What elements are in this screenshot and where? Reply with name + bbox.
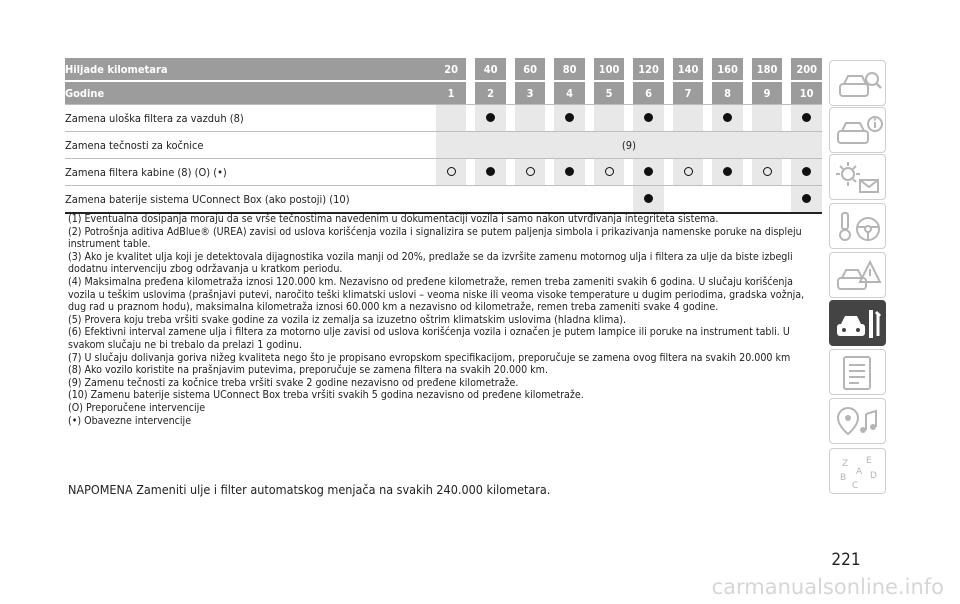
schedule-cell (633, 105, 663, 132)
svg-text:D: D (870, 471, 877, 481)
car-info-icon (830, 108, 887, 154)
table-row (65, 159, 822, 186)
mandatory-mark (723, 113, 732, 122)
svg-text:E: E (866, 456, 872, 466)
footnote: (3) Ako je kvalitet ulja koji je detektovala dijagnostika vozila manji od 20%, predlaže se da izvršite zamenu motornog ulja i filtera za ulje da biste izbegli dodatnu intervenciju zbog održavanja u kratkom periodu. (68, 250, 793, 276)
mandatory-mark (802, 167, 811, 176)
car-tools-icon (830, 301, 887, 347)
schedule-cell (594, 186, 624, 214)
schedule-cell (791, 159, 822, 186)
header-value: 7 (673, 81, 703, 105)
schedule-cell (633, 159, 663, 186)
table-row (65, 186, 822, 214)
header-value: 6 (633, 81, 663, 105)
footnote: (•) Obavezne intervencije (68, 414, 192, 427)
header-value: 100 (594, 58, 624, 81)
nav-button-specs-list[interactable] (829, 349, 886, 395)
nav-button-car-warning[interactable] (829, 252, 886, 298)
schedule-cell (752, 105, 782, 132)
schedule-cell (791, 105, 822, 132)
header-label: Hiljade kilometara (65, 58, 436, 81)
header-value: 3 (515, 81, 545, 105)
row-label: Zamena baterije sistema UConnect Box (ako postoji) (10) (65, 186, 436, 214)
schedule-cell (712, 159, 742, 186)
mandatory-mark (802, 113, 811, 122)
schedule-cell (594, 159, 624, 186)
car-warning-icon (830, 253, 887, 299)
header-value: 9 (752, 81, 782, 105)
key-steering-icon (830, 204, 887, 250)
media-nav-icon (830, 399, 887, 445)
schedule-cell (436, 186, 466, 214)
schedule-cell (673, 159, 703, 186)
schedule-cell (554, 159, 584, 186)
schedule-cell (791, 186, 822, 214)
schedule-cell (515, 105, 545, 132)
nav-button-car-info[interactable] (829, 107, 886, 153)
recommended-mark (605, 167, 614, 176)
svg-text:B: B (840, 473, 847, 483)
schedule-cell (475, 186, 505, 214)
header-value: 40 (475, 58, 505, 81)
alphabet-index-icon (830, 449, 887, 495)
mandatory-mark (644, 167, 653, 176)
header-label: Godine (65, 81, 436, 105)
header-value: 120 (633, 58, 663, 81)
row-label: Zamena filtera kabine (8) (O) (•) (65, 159, 436, 186)
header-value: 20 (436, 58, 466, 81)
schedule-cell (475, 159, 505, 186)
footnote: (1) Eventualna dosipanja moraju da se vrše tečnostima navedenim u dokumentaciji vozila i samo nakon utvrđivanja integriteta sistema. (68, 213, 719, 225)
header-value: 4 (554, 81, 584, 105)
row-label: Zamena tečnosti za kočnice (65, 132, 436, 159)
footnote: (10) Zamenu baterije sistema UConnect Box treba vršiti svakih 5 godina nezavisno od pređene kilometraže. (68, 389, 584, 402)
warning-lights-icon (830, 155, 887, 201)
schedule-cell (436, 159, 466, 186)
mandatory-mark (565, 167, 574, 176)
nav-button-warning-lights[interactable] (829, 154, 886, 200)
years-header-row (65, 81, 822, 105)
header-value: 200 (791, 58, 822, 81)
schedule-cell (515, 159, 545, 186)
recommended-mark (684, 167, 693, 176)
footnote: (4) Maksimalna pređena kilometraža iznosi 120.000 km. Nezavisno od pređene kilometraže, remen treba zameniti svakih 6 godina. U slučaju korišćenja vozila u teškim uslovima (prašnjavi putevi, naročito teški klimatski uslovi – veoma niske ili veoma visoke temperature u dugim periodima, gradska vožnja, dug rad u praznom hodu), maksimalna kilometraža iznosi 60.000 km a nezavisno od kilometraže, remen treba zameniti svake 4 godine. (68, 275, 805, 314)
header-value: 80 (554, 58, 584, 81)
table-row (65, 132, 822, 159)
car-search-icon (830, 61, 887, 107)
header-value: 180 (752, 58, 782, 81)
watermark: carmanualsonline.info (711, 575, 944, 599)
warning-note: NAPOMENA Zameniti ulje i filter automatskog menjača na svakih 240.000 kilometara. (68, 482, 551, 497)
footnote: (5) Provera koju treba vršiti svake godine za vozila iz zemalja sa izuzetno oštrim klimatskim uslovima (hladna klima). (68, 313, 627, 326)
header-value: 60 (515, 58, 545, 81)
footnote: (9) Zamenu tečnosti za kočnice treba vršiti svake 2 godine nezavisno od pređene kilometraže. (68, 376, 519, 389)
page-number: 221 (831, 550, 861, 570)
km-header-row (65, 58, 822, 81)
header-value: 8 (712, 81, 742, 105)
svg-text:Z: Z (842, 459, 849, 469)
mandatory-mark (802, 194, 811, 203)
maintenance-schedule-table (65, 58, 822, 214)
schedule-cell (475, 105, 505, 132)
schedule-cell (554, 105, 584, 132)
header-value: 160 (712, 58, 742, 81)
footnote: (6) Efektivni interval zamene ulja i filtera za motorno ulje zavisi od uslova korišćenja vozila i označen je putem lampice ili poruke na instrument tabli. U svakom slučaju ne bi trebalo da prelazi 1 godinu. (68, 326, 790, 351)
schedule-cell (633, 186, 663, 214)
schedule-cell (515, 186, 545, 214)
svg-text:C: C (852, 481, 859, 491)
specs-list-icon (830, 350, 887, 396)
schedule-cell (673, 105, 703, 132)
schedule-cell (752, 186, 782, 214)
recommended-mark (447, 167, 456, 176)
header-value: 2 (475, 81, 505, 105)
nav-button-key-steering[interactable] (829, 203, 886, 249)
nav-button-car-tools[interactable] (829, 300, 886, 346)
recommended-mark (526, 167, 535, 176)
schedule-cell (594, 105, 624, 132)
nav-button-car-search[interactable] (829, 60, 886, 106)
svg-text:A: A (856, 467, 863, 477)
footnote: (8) Ako vozilo koristite na prašnjavim putevima, preporučuje se zamena filtera na svakih 20.000 km. (68, 364, 548, 377)
mandatory-mark (723, 167, 732, 176)
header-value: 5 (594, 81, 624, 105)
mandatory-mark (486, 167, 495, 176)
schedule-cell (752, 159, 782, 186)
mandatory-mark (565, 113, 574, 122)
interval-note: (9) (436, 132, 822, 159)
footnote: (2) Potrošnja aditiva AdBlue® (UREA) zavisi od uslova korišćenja vozila i signalizira se putem paljenja simbola i prikazivanja namenske poruke na displeju instrument table. (68, 225, 802, 251)
nav-button-alphabet-index[interactable] (829, 448, 886, 494)
schedule-cell (712, 105, 742, 132)
header-value: 140 (673, 58, 703, 81)
footnote: (7) U slučaju dolivanja goriva nižeg kvaliteta nego što je propisano evropskom specifikacijom, preporučuje se zamena ovog filtera na svakih 20.000 km (68, 351, 791, 364)
row-label: Zamena uloška filtera za vazduh (8) (65, 105, 436, 132)
schedule-cell (712, 186, 742, 214)
header-value: 1 (436, 81, 466, 105)
footnote: (O) Preporučene intervencije (68, 401, 206, 414)
table-row (65, 105, 822, 132)
mandatory-mark (644, 113, 653, 122)
schedule-cell (554, 186, 584, 214)
header-value: 10 (791, 81, 822, 105)
schedule-cell (436, 105, 466, 132)
recommended-mark (763, 167, 772, 176)
footnotes (68, 213, 820, 427)
mandatory-mark (644, 194, 653, 203)
nav-button-media-nav[interactable] (829, 398, 886, 444)
mandatory-mark (486, 113, 495, 122)
schedule-cell (673, 186, 703, 214)
